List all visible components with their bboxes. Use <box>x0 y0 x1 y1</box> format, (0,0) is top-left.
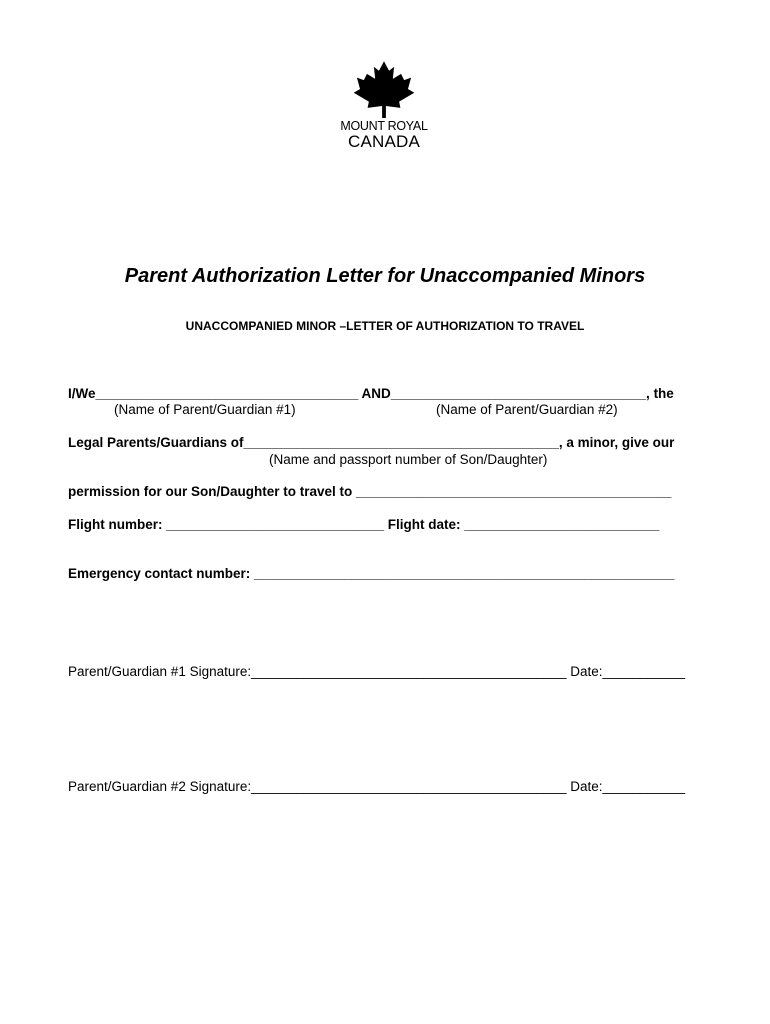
document-title: Parent Authorization Letter for Unaccompanied Minors <box>124 265 646 287</box>
signature1-line[interactable]: Parent/Guardian #1 Signature:__________________________________________ Date:___________ <box>68 664 686 679</box>
signature2-line[interactable]: Parent/Guardian #2 Signature:__________________________________________ Date:___________ <box>68 779 686 794</box>
parent1-caption: (Name of Parent/Guardian #1) <box>114 402 296 417</box>
logo-text-mount-royal: MOUNT ROYAL <box>340 119 428 133</box>
flight-info-line[interactable]: Flight number: _____________________________ Flight date: __________________________ <box>68 517 660 532</box>
parents-names-line[interactable]: I/We___________________________________ AND__________________________________, the <box>68 386 674 401</box>
maple-leaf-icon <box>352 60 416 118</box>
minor-caption: (Name and passport number of Son/Daughter) <box>269 452 548 467</box>
company-logo <box>334 60 434 151</box>
guardians-line[interactable]: Legal Parents/Guardians of__________________________________________, a minor, give our <box>68 435 675 450</box>
document-subtitle: UNACCOMPANIED MINOR –LETTER OF AUTHORIZATION TO TRAVEL <box>185 319 585 333</box>
parent2-caption: (Name of Parent/Guardian #2) <box>436 402 618 417</box>
permission-line[interactable]: permission for our Son/Daughter to travel to __________________________________________ <box>68 484 672 499</box>
logo-text-canada: CANADA <box>347 132 421 151</box>
emergency-contact-line[interactable]: Emergency contact number: ________________________________________________________ <box>68 566 675 581</box>
